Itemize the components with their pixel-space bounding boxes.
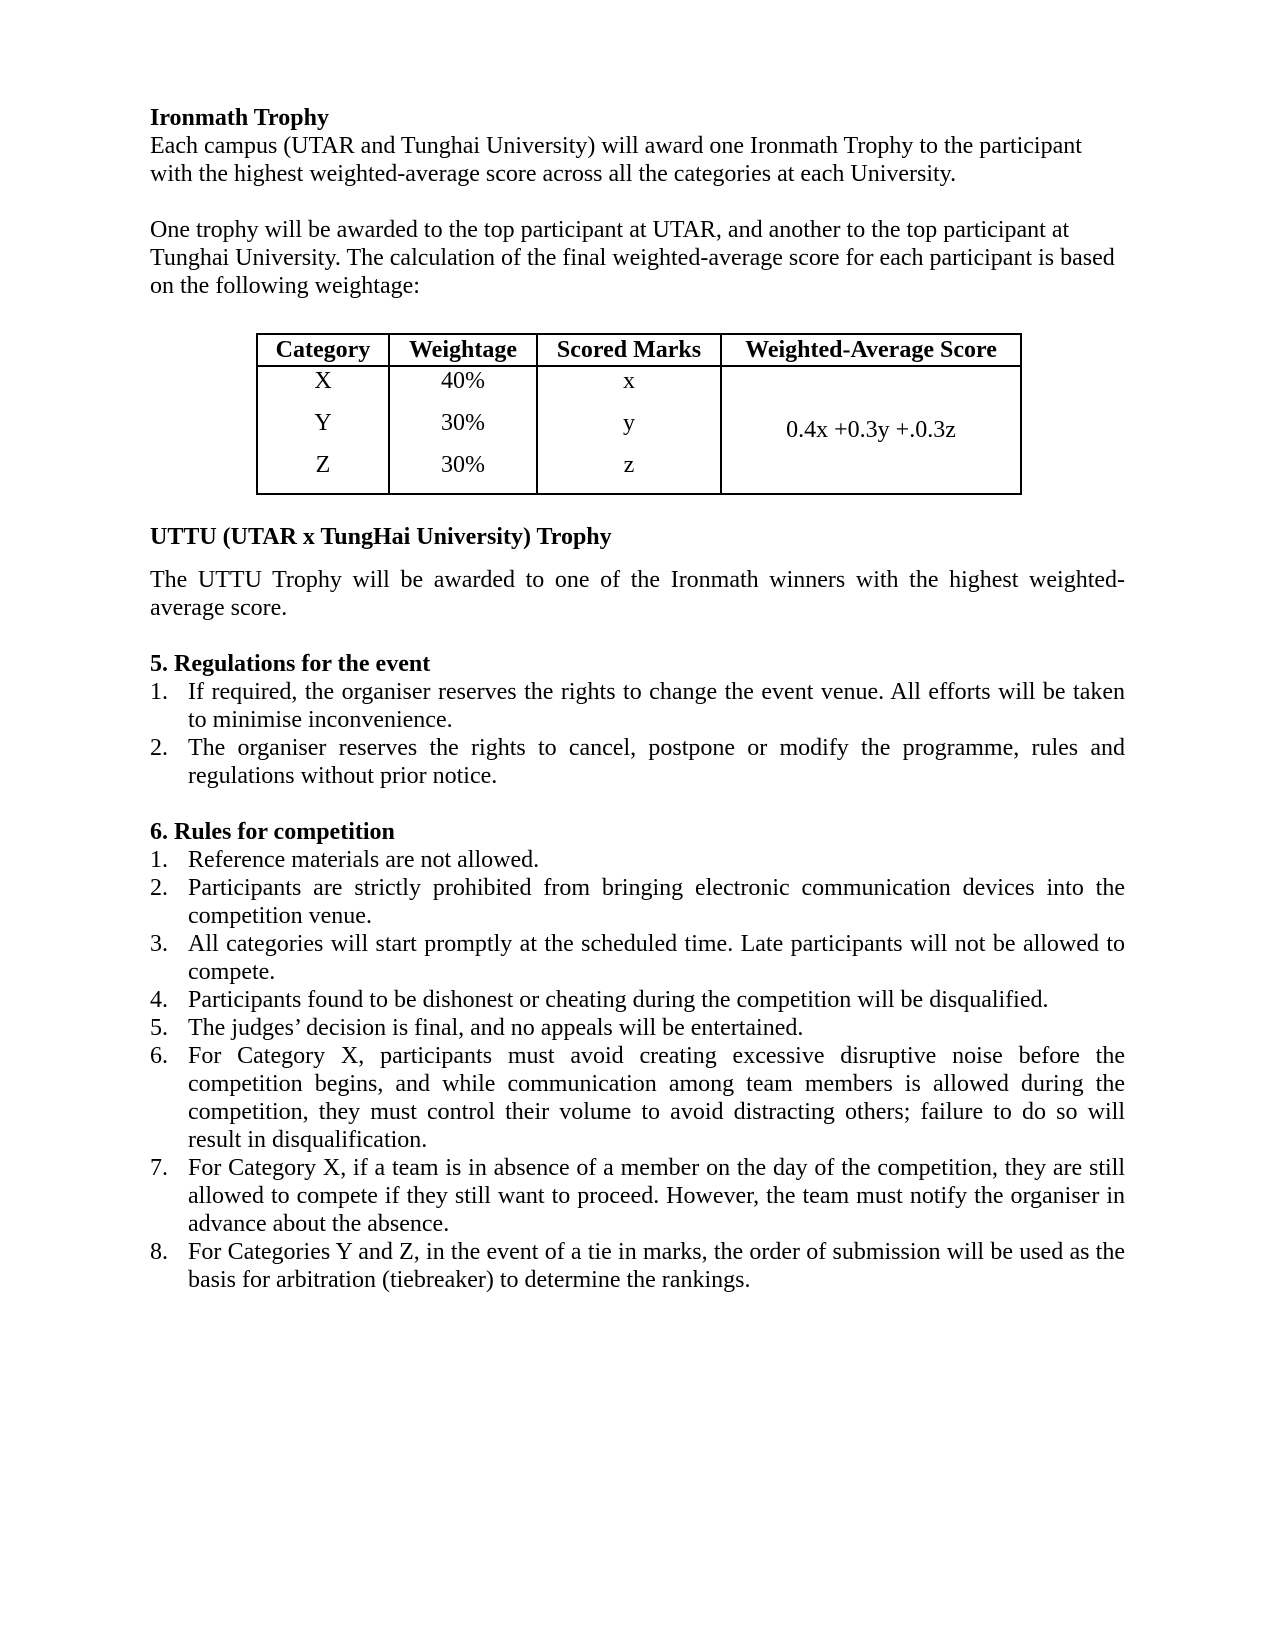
document-page — [150, 104, 1125, 1294]
list-item: 7. For Category X, if a team is in absence of a member on the day of the competition, they are still allowed to compete if they still want to proceed. However, the team must notify the organiser in advance about the absence. — [150, 1155, 1125, 1237]
cell-weightage: 30% — [389, 451, 537, 494]
ironmath-paragraph-2: One trophy will be awarded to the top participant at UTAR, and another to the top participant at Tunghai University. The calculation of the final weighted-average score for each participant is based on the following weightage: — [150, 217, 1115, 299]
list-item: 2. The organiser reserves the rights to cancel, postpone or modify the programme, rules and regulations without prior notice. — [150, 735, 1125, 789]
cell-formula: 0.4x +0.3y +.0.3z — [721, 366, 1021, 494]
cell-category: Z — [257, 451, 389, 494]
cell-category: Y — [257, 409, 389, 451]
weightage-table — [256, 333, 1022, 495]
list-item: 4. Participants found to be dishonest or cheating during the competition will be disqualified. — [150, 987, 1049, 1013]
cell-marks: x — [537, 366, 721, 409]
list-item: 8. For Categories Y and Z, in the event of a tie in marks, the order of submission will be used as the basis for arbitration (tiebreaker) to determine the rankings. — [150, 1239, 1125, 1293]
cell-weightage: 30% — [389, 409, 537, 451]
header-scored-marks: Scored Marks — [537, 334, 721, 366]
ironmath-paragraph-1: Each campus (UTAR and Tunghai University) will award one Ironmath Trophy to the participant with the highest weighted-average score across all the categories at each University. — [150, 133, 1082, 187]
list-item: 5. The judges’ decision is final, and no appeals will be entertained. — [150, 1015, 804, 1041]
regulations-list — [150, 678, 1125, 790]
list-item: 6. For Category X, participants must avoid creating excessive disruptive noise before the competition begins, and while communication among team members is allowed during the competition, they must control their volume to avoid distracting others; failure to do so will result in disqualification. — [150, 1043, 1125, 1153]
cell-weightage: 40% — [389, 366, 537, 409]
header-weighted-average-score: Weighted-Average Score — [721, 334, 1021, 366]
table-row — [257, 366, 1021, 409]
uttu-heading: UTTU (UTAR x TungHai University) Trophy — [150, 524, 612, 550]
rules-list — [150, 846, 1125, 1294]
cell-marks: y — [537, 409, 721, 451]
list-item: 3. All categories will start promptly at the scheduled time. Late participants will not be allowed to compete. — [150, 931, 1125, 985]
regulations-heading: 5. Regulations for the event — [150, 651, 431, 677]
cell-category: X — [257, 366, 389, 409]
cell-marks: z — [537, 451, 721, 494]
list-item: 1. Reference materials are not allowed. — [150, 847, 540, 873]
header-weightage: Weightage — [389, 334, 537, 366]
table-header-row — [257, 334, 1021, 366]
list-item: 2. Participants are strictly prohibited from bringing electronic communication devices into the competition venue. — [150, 875, 1125, 929]
rules-heading: 6. Rules for competition — [150, 819, 395, 845]
ironmath-heading: Ironmath Trophy — [150, 105, 329, 131]
list-item: 1. If required, the organiser reserves the rights to change the event venue. All efforts will be taken to minimise inconvenience. — [150, 679, 1125, 733]
header-category: Category — [257, 334, 389, 366]
uttu-paragraph: The UTTU Trophy will be awarded to one of the Ironmath winners with the highest weighted-average score. — [150, 567, 1125, 621]
